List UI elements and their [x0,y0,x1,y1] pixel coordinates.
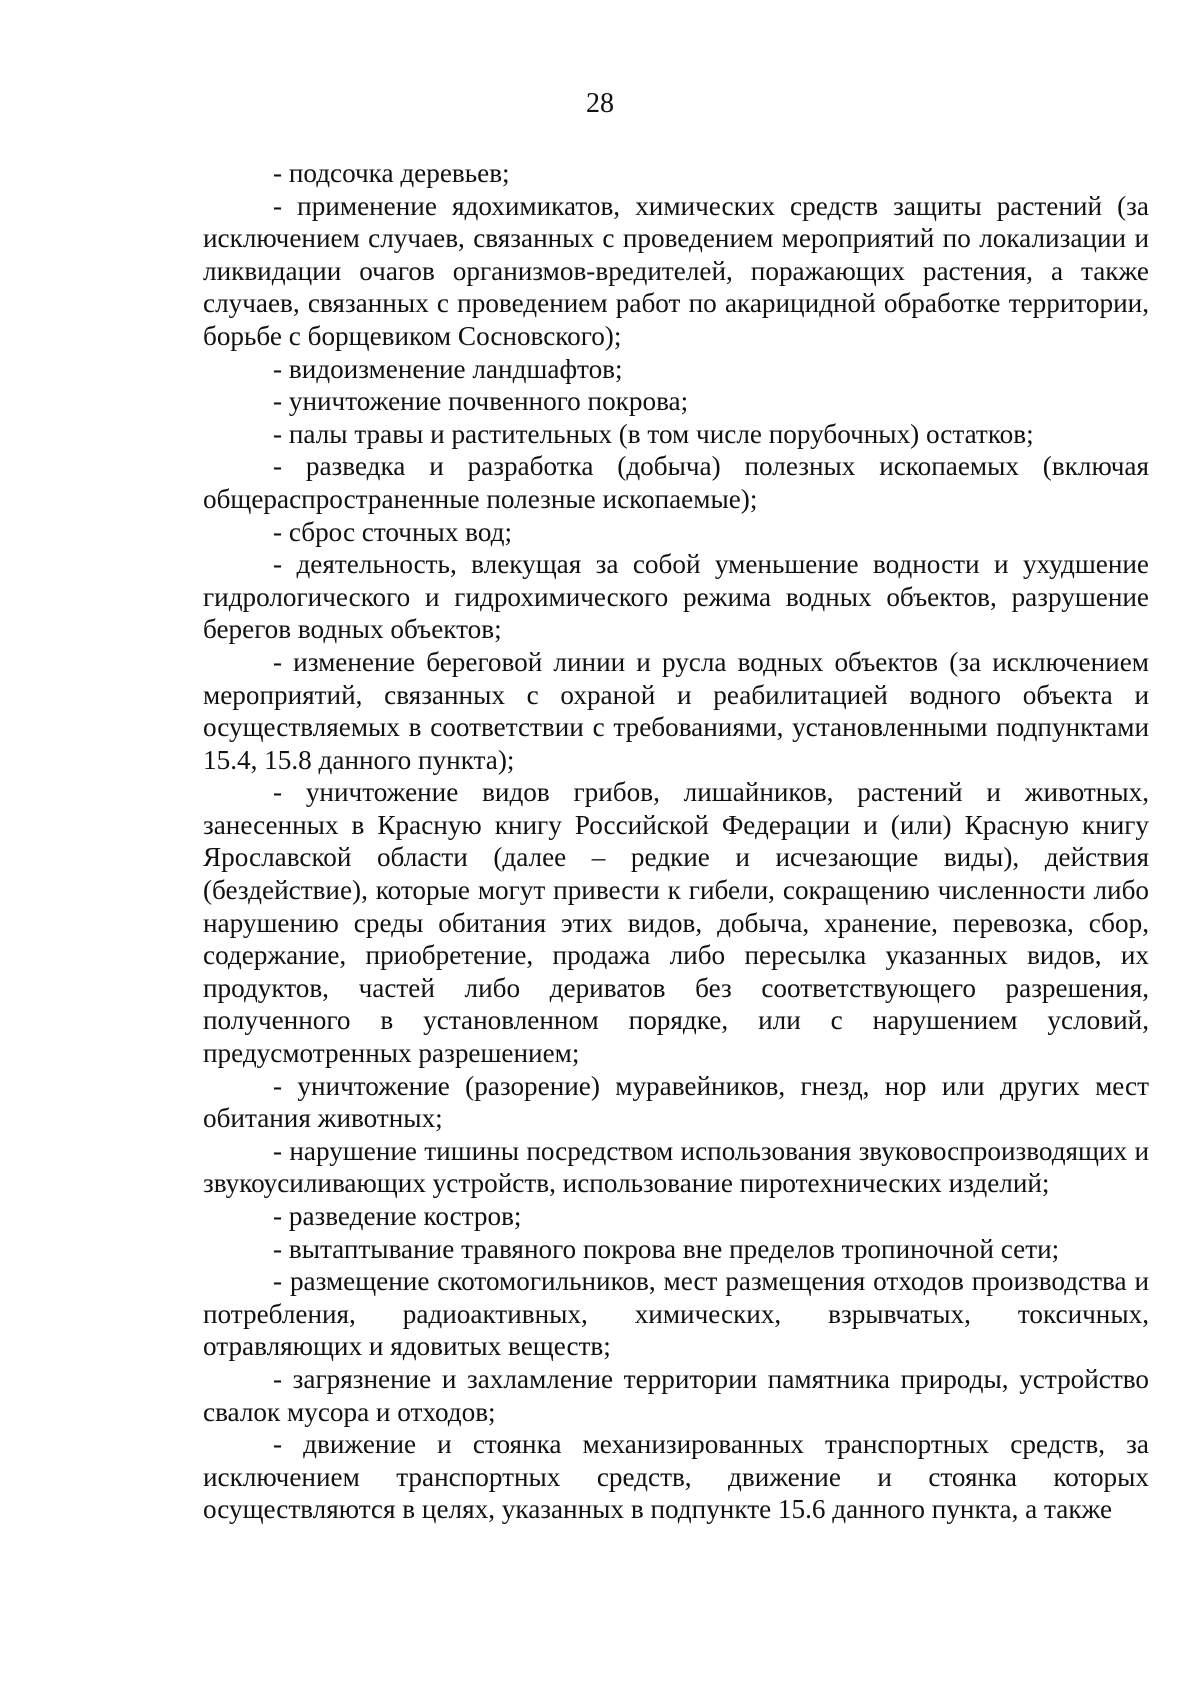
paragraph: - деятельность, влекущая за собой уменьшение водности и ухудшение гидрологического и гидрохимического режима водных объектов, разрушение берегов водных объектов; [203,549,1149,645]
paragraph: - размещение скотомогильников, мест размещения отходов производства и потребления, радиоактивных, химических, взрывчатых, токсичных, отравляющих и ядовитых веществ; [203,1266,1149,1362]
paragraph: - разведка и разработка (добыча) полезных ископаемых (включая общераспространенные полезные ископаемые); [203,451,1149,514]
paragraph: - вытаптывание травяного покрова вне пределов тропиночной сети; [273,1233,1060,1264]
paragraph: - уничтожение почвенного покрова; [273,386,689,417]
paragraph: - сброс сточных вод; [273,516,513,547]
paragraph: - видоизменение ландшафтов; [273,353,623,384]
paragraph: - нарушение тишины посредством использования звуковоспроизводящих и звукоусиливающих устройств, использование пиротехнических изделий; [203,1135,1149,1199]
paragraph: - применение ядохимикатов, химических средств защиты растений (за исключением случаев, связанных с проведением мероприятий по локализации и ликвидации очагов организмов-вредителей, поражающих растения, а также случаев, связанных с проведением работ по акарицидной обработке территории, борьбе с борщевиком Сосновского); [203,190,1149,351]
document-body [203,157,1149,1526]
page-number: 28 [586,88,614,119]
paragraph: - уничтожение видов грибов, лишайников, растений и животных, занесенных в Красную книгу Российской Федерации и (или) Красную книгу Ярославской области (далее – редкие и исчезающие виды), действия (бездействие), которые могут привести к гибели, сокращению численности либо нарушению среды обитания этих видов, добыча, хранение, перевозка, сбор, содержание, приобретение, продажа либо пересылка указанных видов, их продуктов, частей либо дериватов без соответствующего разрешения, полученного в установленном порядке, или с нарушением условий, предусмотренных разрешением; [203,777,1149,1069]
paragraph: - движение и стоянка механизированных транспортных средств, за исключением транспортных средств, движение и стоянка которых осуществляются в целях, указанных в подпункте 15.6 данного пункта, а также [203,1429,1149,1525]
paragraph: - подсочка деревьев; [273,158,510,188]
paragraph: - изменение береговой линии и русла водных объектов (за исключением мероприятий, связанных с охраной и реабилитацией водного объекта и осуществляемых в соответствии с требованиями, установленными подпунктами 15.4, 15.8 данного пункта); [203,646,1149,775]
paragraph: - палы травы и растительных (в том числе порубочных) остатков; [273,418,1034,449]
paragraph: - загрязнение и захламление территории памятника природы, устройство свалок мусора и отходов; [203,1363,1149,1427]
paragraph: - разведение костров; [273,1201,522,1231]
paragraph: - уничтожение (разорение) муравейников, гнезд, нор или других мест обитания животных; [203,1070,1149,1134]
